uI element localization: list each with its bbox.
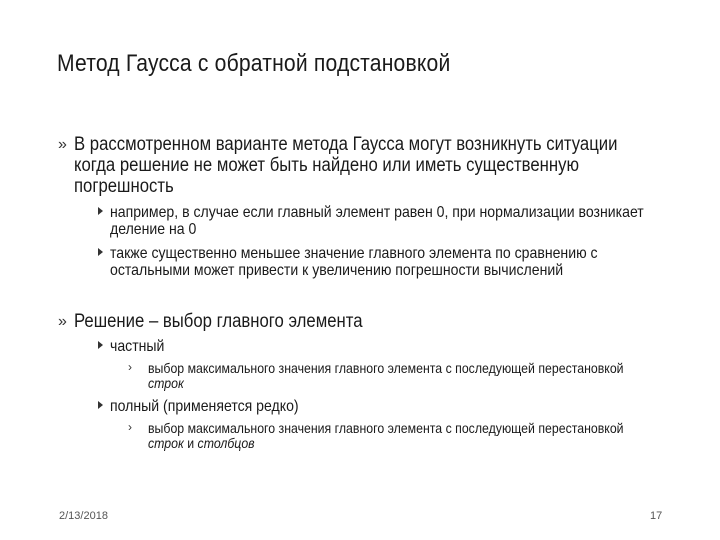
- subsubbullet-item-2-2-1: [128, 421, 688, 451]
- bullet-text: В рассмотренном варианте метода Гаусса могут возникнуть ситуации когда решение не может быть найдено или иметь существенную погрешность: [74, 134, 618, 197]
- italic-text-part: строк: [148, 435, 184, 451]
- bullet-text: Решение – выбор главного элемента: [74, 311, 363, 332]
- bullet-marker: »: [58, 136, 67, 153]
- subbullet-text: частный: [110, 338, 165, 355]
- subsubbullet-text: [148, 421, 641, 451]
- chevron-bullet-marker: ›: [128, 420, 132, 434]
- subsubbullet-item-2-1-1: [128, 361, 688, 391]
- subbullet-text: также существенно меньшее значение главного элемента по сравнению с остальными может привести к увеличению погрешности вычислений: [110, 245, 598, 279]
- footer-date: 2/13/2018: [59, 510, 108, 522]
- triangle-bullet-icon: [98, 401, 103, 409]
- subbullet-item-2-1: [98, 338, 658, 355]
- subbullet-item-2-2: [98, 398, 658, 415]
- subbullet-text: полный (применяется редко): [110, 398, 299, 415]
- subbullet-item-1-2: [98, 245, 658, 279]
- bullet-item-1: [58, 134, 658, 197]
- italic-text-part: строк: [148, 375, 184, 391]
- text-part: выбор максимального значения главного элемента с последующей перестановкой: [148, 420, 624, 436]
- slide-title: Метод Гаусса с обратной подстановкой: [57, 50, 451, 77]
- subbullet-text: например, в случае если главный элемент равен 0, при нормализации возникает деление на 0: [110, 204, 644, 238]
- bullet-item-2: [58, 311, 658, 332]
- triangle-bullet-icon: [98, 341, 103, 349]
- text-part: и: [183, 435, 198, 451]
- text-part: выбор максимального значения главного элемента с последующей перестановкой: [148, 360, 624, 376]
- page-number: 17: [650, 510, 663, 522]
- subsubbullet-text: [148, 361, 641, 391]
- bullet-marker: »: [58, 313, 67, 330]
- triangle-bullet-icon: [98, 248, 103, 256]
- chevron-bullet-marker: ›: [128, 360, 132, 374]
- italic-text-part: столбцов: [197, 435, 255, 451]
- triangle-bullet-icon: [98, 207, 103, 215]
- subbullet-item-1-1: [98, 204, 658, 238]
